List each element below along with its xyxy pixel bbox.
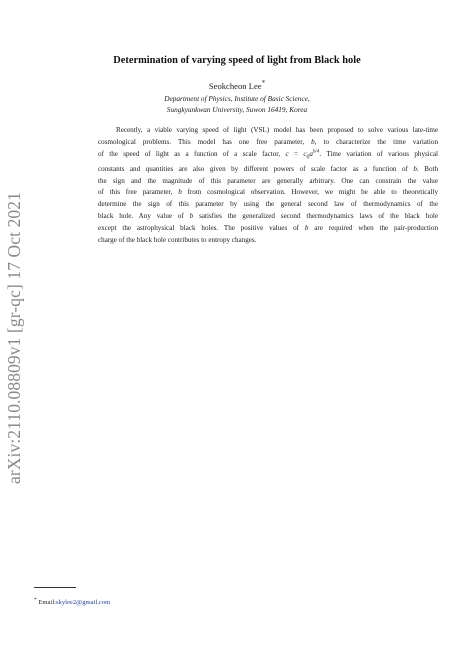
- footnote-rule: [34, 587, 76, 588]
- abstract-line: charge of the black hole contributes to entropy changes.: [98, 235, 257, 244]
- math-symbol: b: [413, 164, 417, 173]
- math-symbol: b: [189, 211, 194, 220]
- author-name: Seokcheon Lee: [208, 80, 262, 91]
- paper-title: Determination of varying speed of light from Black hole: [113, 55, 361, 66]
- math-symbol: b: [304, 223, 309, 232]
- footnote-mark: *: [34, 597, 37, 603]
- abstract-text: . Time variation of various physical: [319, 149, 438, 158]
- abstract-line: [98, 149, 438, 164]
- abstract-line: [98, 137, 438, 149]
- math-subscript: 0: [306, 154, 310, 160]
- abstract-line: Recently, a viable varying speed of light (VSL) model has been proposed to solve various late-time: [116, 126, 438, 134]
- math-symbol: c: [285, 149, 289, 158]
- math-symbol: c: [303, 149, 307, 158]
- affiliation-department: Department of Physics, Institute of Basic Science,: [164, 94, 310, 103]
- abstract: [98, 125, 438, 246]
- author-line: [0, 79, 474, 91]
- abstract-text: from cosmological observation. However, we might be able to theoretically: [181, 188, 438, 197]
- abstract-text: , to characterize the time variation: [314, 137, 438, 146]
- abstract-text: constants and quantities are also given by different powers of scale factor as a function of: [98, 164, 414, 173]
- abstract-text: cosmological problems. This model has one free parameter,: [98, 137, 312, 146]
- abstract-text: . Both: [416, 164, 439, 173]
- abstract-text: except the astrophysical black holes. The positive values of: [98, 223, 305, 232]
- math-exponent: b/4: [312, 149, 320, 155]
- abstract-text: are required when the pair-production: [308, 223, 438, 232]
- abstract-line: [98, 211, 438, 223]
- abstract-text: of this free parameter,: [98, 188, 179, 197]
- affiliation-university: Sungkyunkwan University, Suwon 16419, Korea: [166, 105, 308, 114]
- abstract-line: determine the sign of this parameter by using the general second law of thermodynamics of the: [98, 200, 438, 209]
- abstract-line: the sign and the magnitude of this parameter are generally arbitrary. One can constrain the value: [98, 176, 438, 185]
- math-symbol: b: [311, 137, 315, 146]
- abstract-text: satisfies the generalized second thermodynamics laws of the black hole: [193, 211, 439, 220]
- email-link[interactable]: skylee2@gmail.com: [55, 599, 111, 607]
- abstract-line: [98, 187, 438, 199]
- abstract-text: black hole. Any value of: [98, 211, 190, 220]
- math-operator: =: [288, 149, 304, 158]
- arxiv-identifier-stamp: arXiv:2110.08809v1 [gr-qc] 17 Oct 2021: [4, 192, 24, 484]
- math-symbol: b: [178, 188, 182, 197]
- abstract-line: [98, 164, 438, 176]
- abstract-line: [98, 223, 438, 235]
- footnote-label: Email:: [36, 599, 56, 607]
- author-footnote-mark: *: [261, 79, 266, 87]
- math-symbol: a: [309, 149, 313, 158]
- abstract-text: of the speed of light as a function of a scale factor,: [98, 149, 286, 158]
- footnote: [34, 597, 110, 606]
